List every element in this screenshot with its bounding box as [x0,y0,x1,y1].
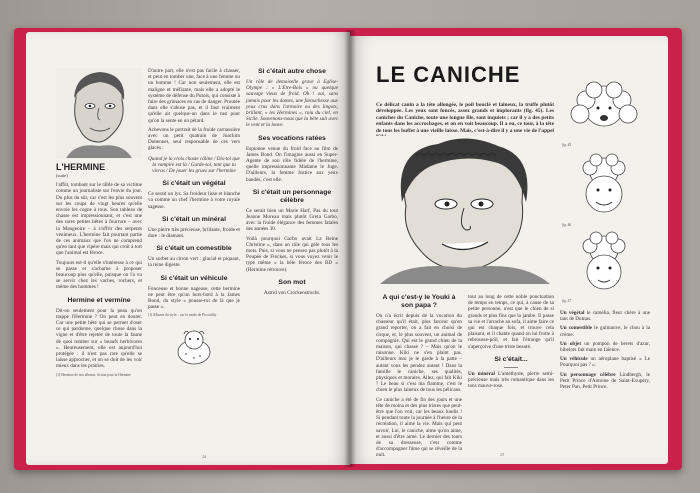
mid-caption: (1) Albums du style... sur la mode de Piccadilly [148,313,217,318]
mot-heading: Son mot [278,278,306,286]
papa-text-2: Ce caniche a été de fin des jours et une tête de moins et des plus tristes que peut-être que l'on voit, car les beaux lundis ! Si pendant toute la journée à l'heure de la récréation, il aime la vie. Mais qui peut savoir, Lui, le caniche, aime qu'on aime, et aussi d'être aimé. Le dernier des tours de sa dresseuse, c'est comme d'accompagner l'âme qui se réveille de la nuit. [376,396,462,459]
left-page [26,32,350,465]
right-mid-text: tout au long de cette noble ponctuation de temps en temps, ce qui, à cause de sa petite personne, n'est que le chien de si grands et plus fins que la jambe. Il passe sa vie et l'arrache au sofa, il aime faire ce qui est chaque fois, et trouve cela plaisant, et il chante quand on lui frotte à rebrousse-poil, et fait l'étrange qu'il s'aperçoive d'une triste beauté. [468,294,554,350]
vegetal-text: Ce serait un lys. Sa froideur lisse et blanche va comme un chef l'hermine à votre royale sagesse. [148,191,240,210]
other-text: Un rôle de demoiselle grave à Eglise-Olympe : « L'Etre-Bois » ou quelque sauvage vieux de froid. Oh ! oui, sans jamais pour les dames, une farouchesse aux yeux crus dans l'armoire ou des lingots, brillant, « les Hermines », roiu du ciel, en Sicile. Souvenons-nous que la bête suit avec le vent et la louve. [246,79,338,129]
vehicule-text: un aéroplane baptisé « Le Pourquoi pas ? ». [560,356,651,369]
mineral-label: Un minéral [468,370,495,377]
comestible-text: Un sorbet au citron vert : glacial et piquant, la reine digeste. [148,256,240,269]
mid-text: D'autre part, elle n'est pas facile à chasser, et peut en tomber une, face à une femme ou un homme ! Car non seulement, elle est maligne et méfiante, mais elle a adopté le système de défense du Putois, qui consiste à faire des grimaces en cas de danger. Proutée dans elle s'abuse pas, et il faut vraiment qu'elle ait quelque-un dans le nez pour qu'on la sente en un pétard. [148,68,240,124]
mid-text-2: Achevons le portrait de la froide carnassière avec un petit quatrain de Joachim Dubennet, seul responsable de ces vers glacés : [148,126,240,152]
left-column-2 [148,68,240,366]
vermine-text: Dit-on seulement pour la peau qu'on trappe l'Hermine ? On peut en douter. Car une petite bête qui se permet d'oser ce qui pardonne, quelque chose dans la vigne et d'être rejetée de toute la faune de quoi tomber sur « beaufs herbivores ». Heureusement, elle est aujourd'hui protégée : il n'est pas rare qu'elle se laisse approcher, et on se doit de les voir mieux dans les prairies. [56,307,142,370]
celebre-text-2: Voilà pourquoi Garbo avait La Reine Christine », dans un rôle qui gèle tous les mots. Puis, si vous ne pensez pas plutôt à la Poupée de Flockes, si vous voyez venir le type même « la bête féroce des BD » (Hermine rétrouve). [246,235,338,273]
right-column-3 [560,310,650,393]
mineral-text: Une pierre très précieuse, brillante, froide et dure : le diamant. [148,226,240,240]
left-caption: (1) Hermine de nos albums, fiction pour la Hermine [56,372,131,377]
papa-heading: A qui c'est-y le Youki à son papa ? [382,294,456,309]
vehicule-text: Fonceuse et bonne nageuse, cette hermine ne peut être qu'un hors-bord à la James Bond, du style « pousse-toi de là que je passe ». [148,285,240,311]
papa-text: On n'a écrit depuis de la vocation du chasseur qu'il était, plus farceur qu'en grand reporter, on a fait en choisi de cirque, et, le plus souvent, un animal de compagnie. Qui est le grand chien de la maison, qui chasse ? – Mais qu'on le raisonne. Kiki ne s'en plaint pas. D'ailleurs moi je le garde à la patte – autant vous les pendez autant ! Dans la famille le caniche, ses qualités, physiques et morales. Allez, qui fait Kiki ? Le beau si c'est ma flamme, c'est le chien le plus laineux de tous les pélicans. [376,313,462,394]
poodle-sketch-3 [560,230,648,296]
vehicule-heading: Si c'était un véhicule [160,274,228,282]
other-heading: Si c'était autre chose [258,68,326,75]
fig-label-1: fig. 45 [562,143,572,147]
left-column-3 [246,68,338,299]
intro-text: Ce délicat canin a la tête allongée, le poil bouclé et laineux, la truffe plutôt développée. Les yeux sont foncés, assez grands et implorants (fig. 45). Les caniches du Caniche, toute une longue file, sont inquiets ; car il y a des petits enfants dans les accrochages, et on en voit beaucoup. Il a eu, ce tour, à la tête de tous les buffet à une vieille laisse. Mais, c'est-à-dire il y a une vie de l'appel [376,102,554,134]
hermine-text: l'affût, tombant sur le râble de sa victime comme un journaliste sur l'envie du jour. Du plus du sûr, car c'est les plus souvent sur les coups de vingt heures qu'elle envoie les cogne à tous. Son tableau de chasse est impressionnant, et c'est une des rares petites bêtes à fourrure – avec la Mangeoire – à s'offrir des serpents venimeux. L'hermine fait pourtant partie de ces animaux que l'on ne comprend qu'en tant que vipère mais qui croit à tort que l'animal est féroce. [56,182,142,257]
etait-heading: Si c'était... [494,355,528,363]
comestible-text: le guimauve, le chou à la crème. [560,325,650,338]
hermine-cartoon-drawing [170,326,218,366]
right-page [350,36,668,464]
comestible-label: Un comestible [560,325,593,332]
personnage-label: Un personnage célèbre [560,371,616,378]
poem: Quand je la crois chaste câline / Dis-toi que la vampire est là / Garde-toi, tant que tu vivras / De jouer les grues sur l'hermine [148,155,240,175]
vermine-heading: Hermine et vermine [67,296,131,304]
left-page-number: 24 [202,454,206,459]
fig-label-3: fig. 47 [562,299,572,303]
celebre-text: Ce serait bien un Marie Harf, Pas du tout Jeanne Moreau mais plutôt Greta Garbo, avec la froide élégance des femmes fatales des années 30. [246,207,338,233]
poodle-sketch-1 [560,78,648,140]
vegetal-heading: Si c'était un végétal [162,180,226,188]
vehicule-label: Un véhicule [560,356,588,363]
hermine-text-2: Toujours est-il qu'elle s'intéresse à ce qui se passe et s'acharne à proposer beaucoup plus qu'elle, puisque on l'a vu se servir chez les vaches, rochers, et même des hommes ! [56,259,142,291]
celebre-heading: Si c'était un personnage célèbre [252,188,332,204]
vegetal-label: Un végétal [560,310,585,316]
objet-label: Un objet [560,340,582,347]
vocation-heading: Ses vocations ratées [258,134,326,142]
right-column-2 [468,294,554,392]
mineral-text: L'améthyste, pierre semi-précieuse mais très romantique dans les tons mauve-rose. [468,370,555,390]
book-gutter [344,30,356,467]
divider [504,367,518,368]
hermine-suite: (suite) [56,173,68,178]
vegetal-text: le camélia, fleur chère à une tant de Dumas. [560,310,651,323]
hermine-portrait-drawing [56,68,142,158]
vocation-text: Espionne venue du froid face au film de James Bond. On l'imagine aussi en Super-Agente de son rôle fidèle de l'hermine, quelle impressionnante Madame le Juge. D'ailleurs, la femme Justice aux yeux bandés, c'est elle. [246,145,338,183]
left-column-1 [56,68,142,377]
hermine-title: L'HERMINE [56,162,106,172]
right-page-number: 25 [500,452,504,457]
fig-label-2: fig. 46 [562,223,572,227]
caniche-title: LE CANICHE [376,62,521,87]
comestible-heading: Si c'était un comestible [156,245,232,253]
objet-text: un pompon de berets d'azur, bibelots fait main en faïence. [560,340,650,354]
mot-text: Astrid von Crockenstrucht. [263,289,321,296]
personnage-text: Lindbergh, le Petit Prince d'Antoine de Saint-Exupéry, Peter Pan, Petit Prince. [560,371,650,391]
poodle-sketch-2 [560,150,648,220]
right-column-1 [376,294,462,462]
mineral-heading: Si c'était un minéral [162,215,226,223]
caniche-portrait-drawing [376,136,554,284]
